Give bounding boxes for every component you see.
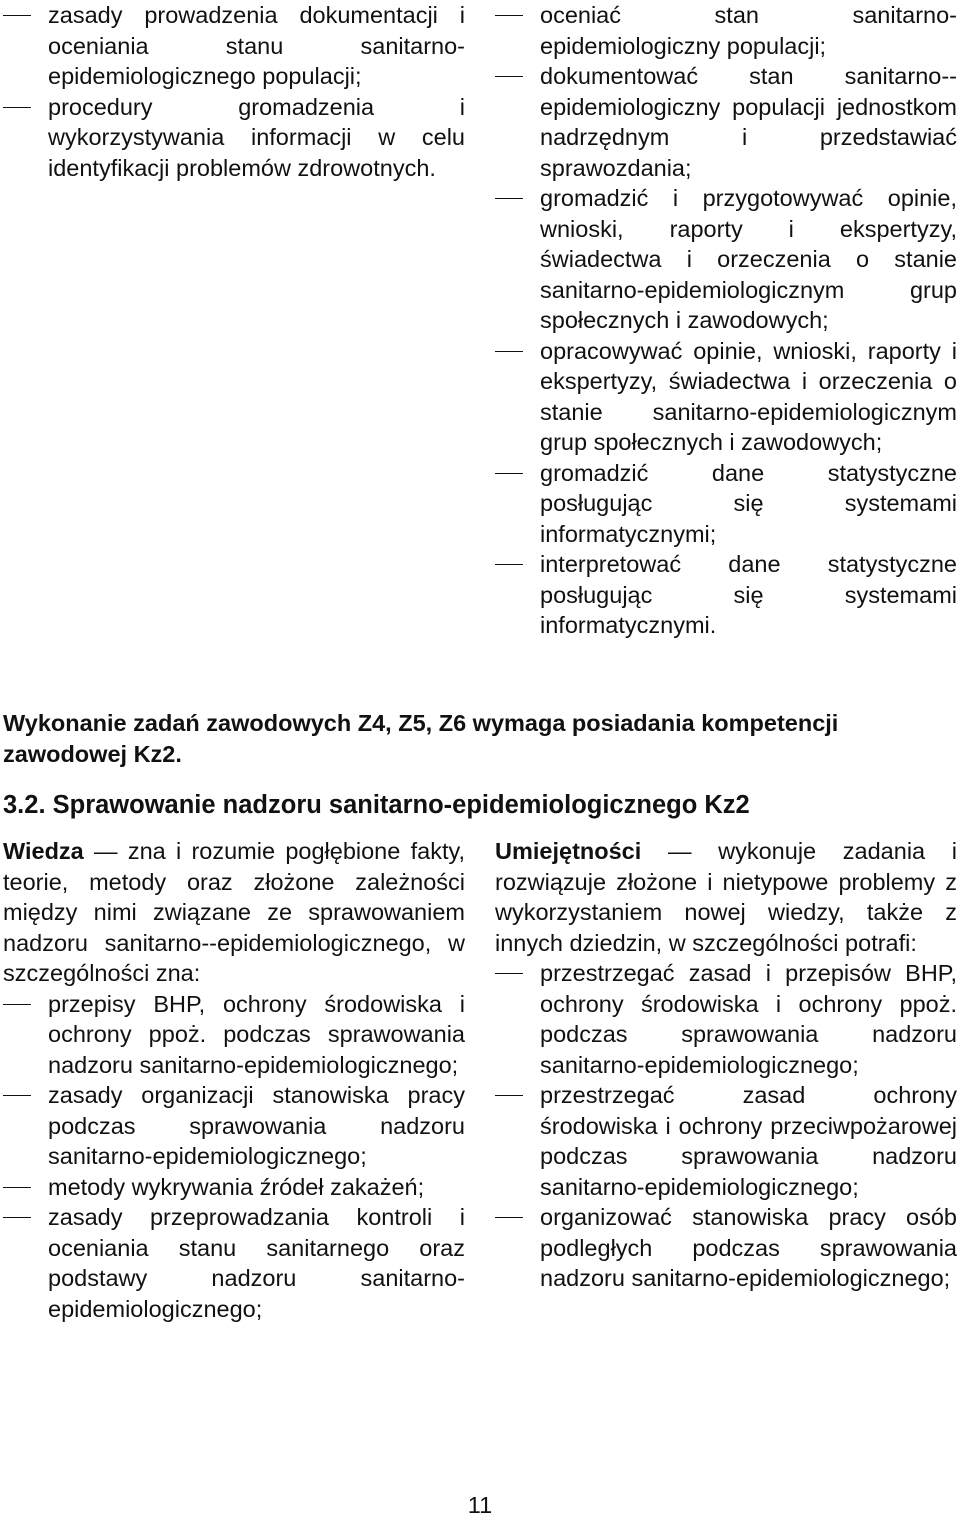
list-item: dokumentować stan sanitarno--epidemiologiczny populacji jednostkom nadrzędnym i przedstawiać sprawozdania; [495, 61, 957, 183]
list-item: oceniać stan sanitarno-epidemiologiczny populacji; [495, 0, 957, 61]
list-item: gromadzić i przygotowywać opinie, wnioski, raporty i ekspertyzy, świadectwa i orzeczenia o stanie sanitarno-epidemiologicznym grup społecznych i zawodowych; [495, 183, 957, 336]
list-item: procedury gromadzenia i wykorzystywania informacji w celu identyfikacji problemów zdrowotnych. [3, 92, 465, 184]
list-item: metody wykrywania źródeł zakażeń; [3, 1172, 465, 1203]
list-item: przepisy BHP, ochrony środowiska i ochrony ppoż. podczas sprawowania nadzoru sanitarno-epidemiologicznego; [3, 989, 465, 1081]
knowledge-intro-text: zna i rozumie pogłębione fakty, teorie, metody oraz złożone zależności między nimi związane ze sprawowaniem nadzoru sanitarno--epidemiologicznego, w szczególności zna: [3, 838, 466, 986]
page-number: 11 [467, 1492, 493, 1518]
list-item: przestrzegać zasad ochrony środowiska i ochrony przeciwpożarowej podczas sprawowania nadzoru sanitarno-epidemiologicznego; [495, 1080, 957, 1202]
list-item: zasady prowadzenia dokumentacji i oceniania stanu sanitarno-epidemiologicznego populacji; [3, 0, 465, 92]
competence-note: Wykonanie zadań zawodowych Z4, Z5, Z6 wymaga posiadania kompetencji zawodowej Kz2. [3, 710, 839, 767]
list-item: zasady organizacji stanowiska pracy podczas sprawowania nadzoru sanitarno-epidemiologicznego; [3, 1080, 465, 1172]
list-item: gromadzić dane statystyczne posługując się systemami informatycznymi; [495, 458, 957, 550]
top-left-list [3, 0, 465, 183]
list-item: zasady przeprowadzania kontroli i oceniania stanu sanitarnego oraz podstawy nadzoru sanitarno-epidemiologicznego; [3, 1202, 465, 1324]
list-item: opracowywać opinie, wnioski, raporty i ekspertyzy, świadectwa i orzeczenia o stanie sanitarno-epidemiologicznym grup społecznych i zawodowych; [495, 336, 957, 458]
list-item: interpretować dane statystyczne posługując się systemami informatycznymi. [495, 549, 957, 641]
skills-intro [495, 836, 957, 958]
section-heading: 3.2. Sprawowanie nadzoru sanitarno-epidemiologicznego Kz2 [3, 791, 750, 819]
skills-column [495, 836, 957, 1294]
skills-label: Umiejętności [495, 838, 642, 864]
top-right-list [495, 0, 957, 641]
knowledge-column [3, 836, 465, 1324]
knowledge-intro [3, 836, 465, 989]
list-item: przestrzegać zasad i przepisów BHP, ochrony środowiska i ochrony ppoż. podczas sprawowania nadzoru sanitarno-epidemiologicznego; [495, 958, 957, 1080]
list-item: organizować stanowiska pracy osób podległych podczas sprawowania nadzoru sanitarno-epidemiologicznego; [495, 1202, 957, 1294]
knowledge-dash: — [83, 838, 128, 864]
skills-dash: — [641, 838, 719, 864]
knowledge-label: Wiedza [3, 838, 84, 864]
skills-intro-text: wykonuje zadania i rozwiązuje złożone i nietypowe problemy z wykorzystaniem nowej wiedzy, także z innych dziedzin, w szczególności potrafi: [495, 838, 957, 956]
